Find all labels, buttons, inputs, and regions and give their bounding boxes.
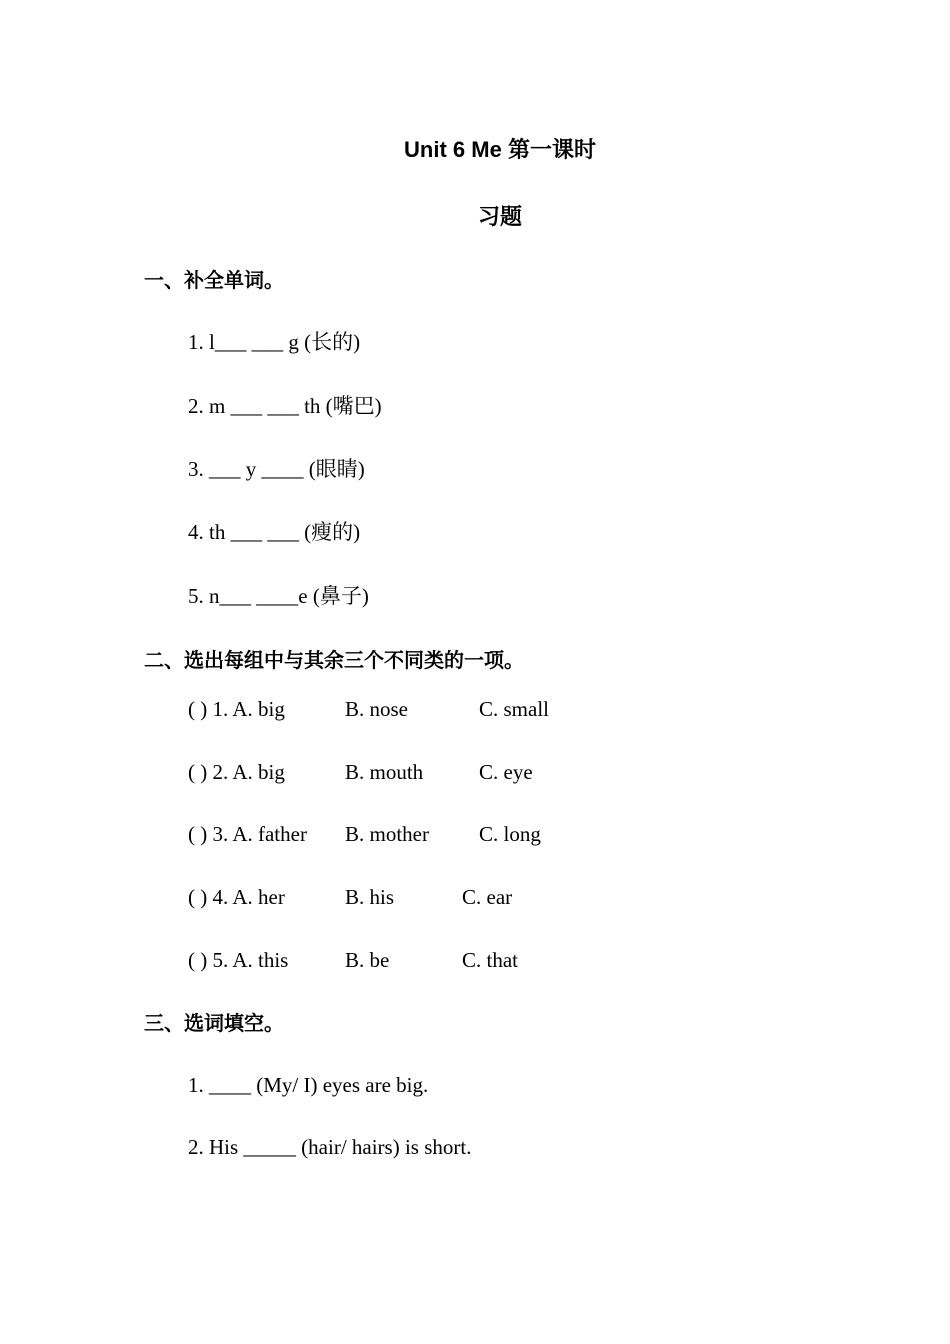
choice-question-stem: ( ) 3. A. father [188, 822, 307, 846]
choice-question-3 [188, 820, 788, 848]
choice-question-stem: ( ) 1. A. big [188, 697, 285, 721]
word-item-4: 4. th ___ ___ (瘦的) [188, 520, 361, 544]
choice-question-2 [188, 758, 788, 786]
word-item-1: 1. l___ ___ g (长的) [188, 330, 361, 354]
choice-question-4 [188, 883, 788, 911]
choice-question-1 [188, 695, 788, 723]
section-1-heading: 一、补全单词。 [144, 268, 284, 292]
choice-option-c: C. long [479, 822, 541, 846]
choice-option-b: B. mouth [345, 760, 424, 784]
choice-question-stem: ( ) 5. A. this [188, 948, 289, 972]
section-3-heading: 三、选词填空。 [144, 1011, 284, 1035]
fill-item-2: 2. His _____ (hair/ hairs) is short. [188, 1135, 472, 1159]
choice-question-5 [188, 946, 788, 974]
word-item-2: 2. m ___ ___ th (嘴巴) [188, 394, 382, 418]
choice-option-b: B. mother [345, 822, 429, 846]
choice-option-b: B. be [345, 948, 390, 972]
choice-option-c: C. ear [462, 885, 513, 909]
document-subtitle: 习题 [477, 204, 522, 229]
choice-option-c: C. that [462, 948, 518, 972]
document-title: Unit 6 Me 第一课时 [404, 137, 596, 162]
choice-option-b: B. his [345, 885, 395, 909]
choice-question-stem: ( ) 2. A. big [188, 760, 285, 784]
word-item-5: 5. n___ ____e (鼻子) [188, 584, 369, 608]
fill-item-1: 1. ____ (My/ I) eyes are big. [188, 1073, 429, 1097]
choice-option-c: C. eye [479, 760, 533, 784]
choice-option-c: C. small [479, 697, 550, 721]
section-2-heading: 二、选出每组中与其余三个不同类的一项。 [144, 648, 524, 672]
word-item-3: 3. ___ y ____ (眼睛) [188, 457, 365, 481]
choice-option-b: B. nose [345, 697, 408, 721]
choice-question-stem: ( ) 4. A. her [188, 885, 285, 909]
